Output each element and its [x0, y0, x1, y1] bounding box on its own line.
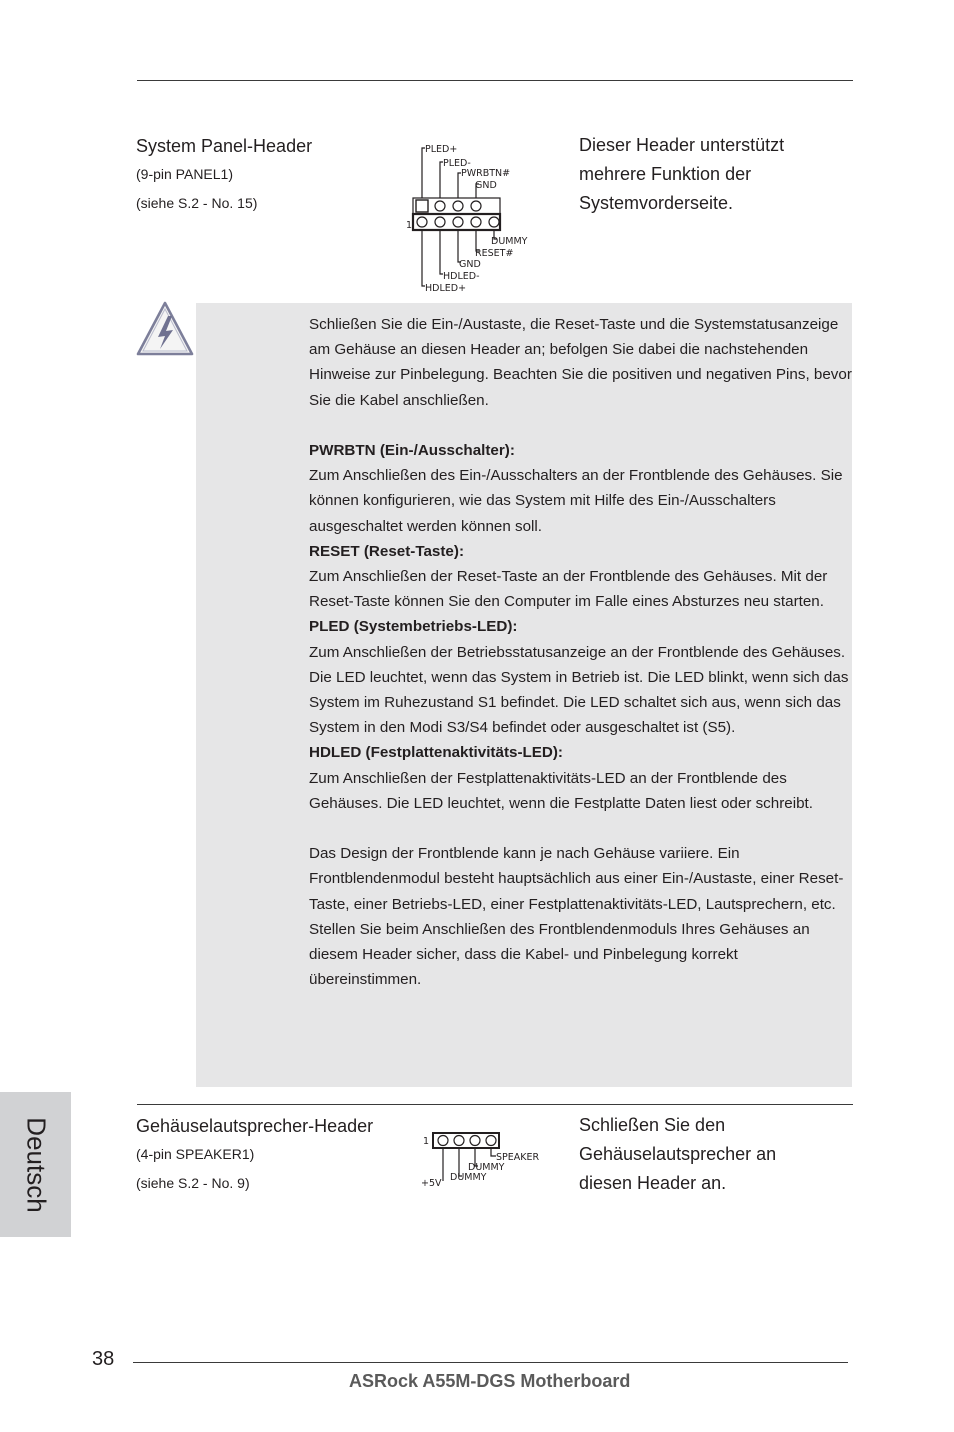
pin-circle [486, 1136, 496, 1146]
label-hdled-minus: HDLED- [443, 271, 480, 282]
label-pled-plus: PLED+ [425, 144, 458, 155]
footer-rule [133, 1362, 848, 1363]
panel-bottom-row [413, 214, 500, 230]
label-gnd-bottom: GND [459, 259, 481, 270]
pin-circle [470, 1136, 480, 1146]
speaker-desc-line: diesen Header an. [579, 1173, 727, 1193]
label-gnd-top: GND [475, 180, 497, 191]
label-pled-minus: PLED- [443, 158, 471, 169]
speaker-desc-line: Schließen Sie den [579, 1115, 726, 1135]
speaker-header-ref: (siehe S.2 - No. 9) [136, 1175, 250, 1191]
speaker-header-diagram [418, 1128, 548, 1190]
section-divider [137, 1104, 853, 1105]
note-reset-body: Zum Anschließen der Reset-Taste an der Frontblende des Gehäuses. Mit der Reset-Taste können Sie den Computer im Falle eines Absturzes neu starten. [309, 568, 828, 611]
language-side-tab [0, 1092, 71, 1237]
speaker-label-speaker: SPEAKER [496, 1152, 540, 1163]
note-pled-body: Zum Anschließen der Betriebsstatusanzeige an der Frontblende des Gehäuses. Die LED leuchtet, wenn das System in Betrieb ist. Die LED blinkt, wenn sich das System im Ruhezustand S1 befindet. Die LED schaltet sich aus, wenn sich das System in den Modi S3/S4 befindet oder ausgeschaltet ist (S5). [309, 643, 849, 737]
pin-circle [438, 1136, 448, 1146]
pin-circle [435, 201, 445, 211]
pin-circle [453, 217, 463, 227]
pin-circle [471, 201, 481, 211]
speaker-header-description [579, 1111, 776, 1198]
speaker-label-pin1: 1 [423, 1136, 430, 1147]
note-intro: Schließen Sie die Ein-/Austaste, die Reset-Taste und die Systemstatusanzeige am Gehäuse an diesen Header an; befolgen Sie dabei die nachstehenden Hinweise zur Pinbelegung. Beachten Sie die positiven und negativen Pins, bevor Sie die Kabel anschließen. [309, 316, 852, 409]
pin-circle [454, 1136, 464, 1146]
label-reset: RESET# [475, 248, 514, 259]
panel-header-title: System Panel-Header [136, 136, 313, 156]
page-number: 38 [92, 1348, 115, 1370]
note-hdled-body: Zum Anschließen der Festplattenaktivitäts-LED an der Frontblende des Gehäuses. Die LED leuchtet, wenn die Festplatte Daten liest oder schreibt. [309, 769, 813, 812]
footer-title: ASRock A55M-DGS Motherboard [349, 1371, 631, 1391]
speaker-label-dummy-1: DUMMY [468, 1162, 505, 1173]
language-tab-label: Deutsch [21, 1116, 51, 1213]
pin-circle [435, 217, 445, 227]
note-pwrbtn-heading: PWRBTN (Ein-/Ausschalter): [309, 442, 515, 459]
pin-circle [489, 217, 499, 227]
speaker-header-pin: (4-pin SPEAKER1) [136, 1146, 255, 1162]
pin-square [416, 200, 428, 212]
panel-desc-line: Systemvorderseite. [579, 193, 734, 213]
label-pin1: 1 [406, 220, 413, 231]
note-hdled-heading: HDLED (Festplattenaktivitäts-LED): [309, 744, 563, 762]
pin-circle [471, 217, 481, 227]
speaker-header-title: Gehäuselautsprecher-Header [136, 1116, 374, 1136]
panel-header-ref: (siehe S.2 - No. 15) [136, 195, 258, 211]
panel-desc-line: mehrere Funktion der [579, 164, 752, 184]
note-text [309, 312, 854, 992]
note-reset-heading: RESET (Reset-Taste): [309, 542, 464, 560]
top-rule [137, 80, 853, 81]
panel-header-diagram [405, 140, 540, 295]
panel-header-description [579, 131, 784, 218]
speaker-label-dummy-2: DUMMY [450, 1172, 487, 1183]
note-outro: Das Design der Frontblende kann je nach Gehäuse variiere. Ein Frontblendenmodul besteht hauptsächlich aus einer Ein-/Austaste, einer Reset-Taste, einer Betriebs-LED, einer Festplattenaktivitäts-LED, Lautsprechern, etc. Stellen Sie beim Anschließen des Frontblendenmoduls Ihres Gehäuses an diesem Header sicher, dass die Kabel- und Pinbelegung korrekt übereinstimmen. [309, 845, 844, 989]
pin-circle [417, 217, 427, 227]
warning-icon [134, 299, 196, 359]
pin-circle [453, 201, 463, 211]
panel-desc-line: Dieser Header unterstützt [579, 135, 785, 155]
label-hdled-plus: HDLED+ [425, 283, 467, 294]
label-pwrbtn: PWRBTN# [461, 168, 511, 179]
speaker-label-5v: +5V [421, 1178, 442, 1189]
panel-header-pin: (9-pin PANEL1) [136, 166, 234, 182]
note-pled-heading: PLED (Systembetriebs-LED): [309, 618, 518, 636]
speaker-desc-line: Gehäuselautsprecher an [579, 1144, 777, 1164]
note-pwrbtn-body: Zum Anschließen des Ein-/Ausschalters an der Frontblende des Gehäuses. Sie können konfigurieren, wie das System mit Hilfe des Ein-/Ausschalters ausgeschaltet werden können soll. [309, 467, 843, 535]
label-dummy: DUMMY [491, 236, 528, 247]
